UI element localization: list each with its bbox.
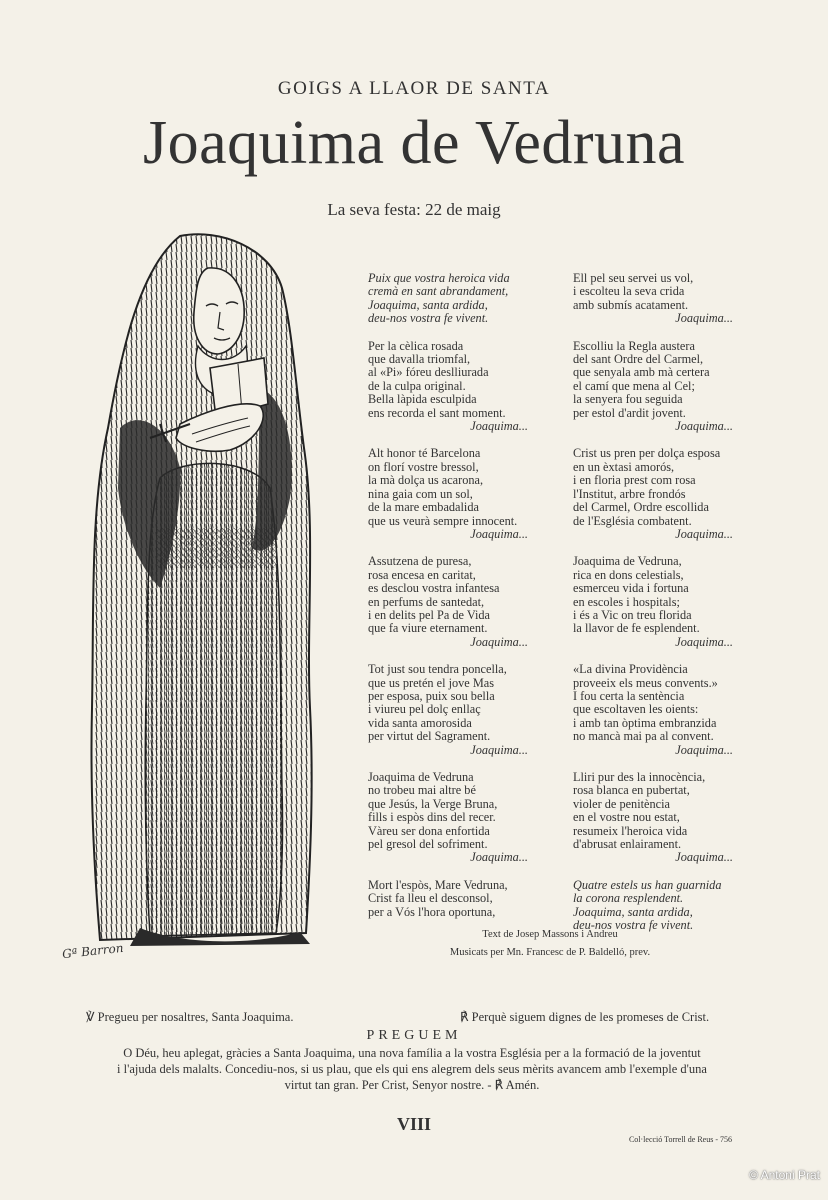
verse-line: que escoltaven les oients: — [573, 702, 699, 717]
verse-line: Escolliu la Regla austera — [573, 338, 695, 353]
saint-illustration — [60, 228, 340, 968]
refrain: Joaquima... — [470, 850, 528, 865]
verse-line: que davalla triomfal, — [368, 352, 471, 367]
verse-line: el camí que mena al Cel; — [573, 378, 695, 393]
verse-line: Crist us pren per dolça esposa — [573, 446, 721, 461]
stanza — [368, 447, 528, 541]
verse-line: Crist fa lleu el desconsol, — [368, 891, 493, 906]
verse-line: i en delits pel Pa de Vida — [368, 607, 490, 622]
verse-line: Tot just sou tendra poncella, — [368, 662, 507, 677]
sheet-number: VIII — [396, 1114, 431, 1134]
stanza — [573, 272, 733, 326]
stanza — [573, 340, 733, 434]
verse-line: I fou certa la sentència — [573, 688, 685, 703]
verse-line: i viureu pel dolç enllaç — [368, 702, 481, 717]
verse-line: amb submís acatament. — [573, 297, 689, 312]
verse-line: on florí vostre bressol, — [368, 459, 479, 474]
verse-line: nina gaia com un sol, — [368, 486, 473, 501]
verse-line: rosa blanca en pubertat, — [573, 783, 690, 798]
stanza — [573, 771, 733, 865]
feast-date: La seva festa: 22 de maig — [327, 200, 501, 219]
verse-line: en escoles i hospitals; — [573, 594, 680, 609]
verse-line: i en floria prest com rosa — [573, 473, 696, 488]
stanza — [573, 879, 733, 933]
verse-line: per estol d'ardit jovent. — [573, 405, 686, 420]
verse-line: del sant Ordre del Carmel, — [573, 352, 704, 367]
verse-line: Joaquima, santa ardida, — [573, 904, 693, 919]
prayer-heading: PREGUEM — [366, 1028, 462, 1043]
refrain: Joaquima... — [675, 311, 733, 326]
refrain: Joaquima... — [470, 742, 528, 757]
verse-line: la mà dolça us acarona, — [368, 473, 484, 488]
refrain: Joaquima... — [675, 419, 733, 434]
verse-line: de la culpa original. — [368, 378, 466, 393]
verse-line: Joaquima de Vedruna, — [573, 554, 682, 569]
verse-line: deu-nos vostra fe vivent. — [573, 918, 694, 933]
verse-line: Quatre estels us han guarnida — [573, 877, 722, 892]
verse-line: i amb tan òptima embranzida — [573, 715, 717, 730]
stanza — [368, 555, 528, 649]
verse-line: en perfums de santedat, — [368, 594, 485, 609]
stanza — [368, 771, 528, 865]
stanza — [573, 555, 733, 649]
stanza — [368, 663, 528, 757]
verse-line: la llavor de fe esplendent. — [573, 621, 700, 636]
verse-line: que senyala amb mà certera — [573, 365, 710, 380]
verse-line: esmerceu vida i fortuna — [573, 581, 689, 596]
refrain: Joaquima... — [675, 850, 733, 865]
verse-line: no trobeu mai altre bé — [368, 783, 476, 798]
verse-line: cremà en sant abrandament, — [368, 284, 509, 299]
verse-line: que us pretén el jove Mas — [368, 675, 495, 690]
refrain: Joaquima... — [470, 526, 528, 541]
verse-line: d'abrusat enlairament. — [573, 837, 682, 852]
verse-line: Lliri pur des la innocència, — [573, 770, 706, 784]
stanza — [368, 879, 528, 919]
verse-line: l'Institut, arbre frondós — [573, 486, 686, 501]
verse-line: per virtut del Sagrament. — [368, 729, 491, 744]
verse-line: violer de penitència — [573, 796, 670, 811]
verse-line: Per la cèlica rosada — [368, 338, 464, 353]
refrain: Joaquima... — [470, 634, 528, 649]
verse-line: Joaquima, santa ardida, — [368, 297, 488, 312]
verse-line: Puix que vostra heroica vida — [368, 271, 510, 285]
verse-line: Ell pel seu servei us vol, — [573, 271, 694, 285]
refrain: Joaquima... — [675, 634, 733, 649]
collection-note: Col·lecció Torrell de Reus - 756 — [628, 1135, 732, 1144]
prayer-line: i l'ajuda dels malalts. Concediu-nos, si us plau, que els qui ens alegrem dels seus mèrits avancem amb l'exemple d'una — [117, 1062, 707, 1076]
prayer-line: O Déu, heu aplegat, gràcies a Santa Joaquima, una nova família a la vostra Església per a la formació de la joventut — [123, 1046, 701, 1060]
verse-line: Mort l'espòs, Mare Vedruna, — [368, 877, 508, 892]
page-title: Joaquima de Vedruna — [142, 109, 686, 177]
stanza — [368, 340, 528, 434]
poem-column-1 — [368, 272, 528, 933]
verse-line: del Carmel, Ordre escollida — [573, 500, 709, 515]
refrain: Joaquima... — [675, 742, 733, 757]
verse-line: ens recorda el sant moment. — [368, 405, 506, 420]
verse-line: rica en dons celestials, — [573, 567, 684, 582]
verse-line: Joaquima de Vedruna — [368, 770, 474, 784]
versicle: ℣ Pregueu per nosaltres, Santa Joaquima. — [86, 1010, 294, 1024]
credits — [430, 926, 670, 962]
prayer-line: virtut tan gran. Per Crist, Senyor nostre. - ℟ Amén. — [284, 1078, 540, 1092]
verse-line: Assutzena de puresa, — [368, 554, 472, 569]
poem-column-2 — [573, 272, 733, 946]
verse-line: fills i espòs dins del recer. — [368, 810, 496, 825]
refrain: Joaquima... — [470, 419, 528, 434]
verse-line: i és a Vic on treu florida — [573, 607, 692, 622]
verse-line: que Jesús, la Verge Bruna, — [368, 796, 498, 811]
verse-line: per a Vós l'hora oportuna, — [368, 904, 496, 919]
verse-line: de la mare embadalida — [368, 500, 479, 515]
verse-line: rosa encesa en caritat, — [368, 567, 476, 582]
verse-line: per esposa, puix sou bella — [368, 688, 495, 703]
text-credit: Text de Josep Massons i Andreu — [482, 929, 618, 940]
verse-line: la senyera fou seguida — [573, 392, 683, 407]
artist-signature: Gª Barron — [61, 940, 125, 962]
verse-line: «La divina Providència — [573, 662, 688, 677]
stanza — [573, 447, 733, 541]
prayer-text — [82, 1045, 742, 1093]
verse-line: que us veurà sempre innocent. — [368, 513, 518, 528]
verse-line: que fa viure eternament. — [368, 621, 488, 636]
response: ℟ Perquè siguem dignes de les promeses de Crist. — [460, 1010, 710, 1024]
verse-line: al «Pi» fóreu deslliurada — [368, 365, 489, 380]
copyright-watermark: © Antoni Prat — [749, 1168, 820, 1182]
subtitle: GOIGS A LLAOR DE SANTA — [277, 78, 551, 99]
verse-line: Bella làpida esculpida — [368, 392, 477, 407]
verse-line: Alt honor té Barcelona — [368, 446, 481, 461]
stanza — [573, 663, 733, 757]
verse-line: deu-nos vostra fe vivent. — [368, 311, 489, 326]
refrain: Joaquima... — [675, 526, 733, 541]
verse-line: en un èxtasi amorós, — [573, 459, 675, 474]
verse-line: Vàreu ser dona enfortida — [368, 823, 490, 838]
verse-line: la corona resplendent. — [573, 891, 684, 906]
music-credit: Musicats per Mn. Francesc de P. Baldelló, prev. — [449, 947, 651, 958]
verse-line: en el vostre nou estat, — [573, 810, 680, 825]
verse-line: es desclou vostra infantesa — [368, 581, 500, 596]
verse-line: no mancà mai pa al convent. — [573, 729, 714, 744]
verse-line: proveeix els meus convents.» — [573, 675, 718, 690]
verse-line: resumeix l'heroica vida — [573, 823, 688, 838]
verse-line: i escolteu la seva crida — [573, 284, 685, 299]
verse-line: vida santa amorosida — [368, 715, 472, 730]
verse-line: pel gresol del sofriment. — [368, 837, 488, 852]
stanza — [368, 272, 528, 326]
verse-line: de l'Església combatent. — [573, 513, 692, 528]
